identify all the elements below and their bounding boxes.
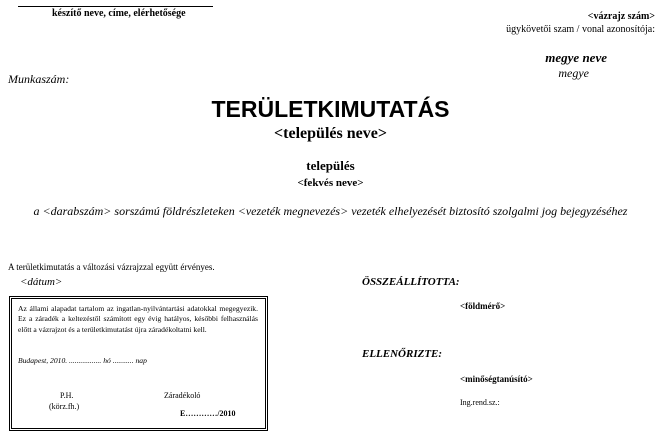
validity-note: A területkimutatás a változási vázrajzzal együtt érvényes.: [8, 262, 215, 272]
settlement-name: <település neve>: [274, 125, 387, 142]
registration-sequence: Ing.rend.sz.:: [460, 398, 500, 407]
checked-by-label: ELLENŐRIZTE:: [362, 348, 443, 360]
document-subtitle: a <darabszám> sorszámú földrészleteken <vezeték megnevezés> vezeték elhelyezését biztosító szolgalmi jog bejegyzéséhez: [33, 204, 628, 218]
job-number-label: Munkaszám:: [8, 72, 70, 86]
clause-text: Az állami alapadat tartalom az ingatlan-nyilvántartási adatokkal megegyezik. Ez a záradék a keltezéstől számított egy évig hatályos, későbbi felhasználás előtt a vázrajzot és a területkimutatást újra záradékoltatni kell.: [18, 304, 258, 334]
date-placeholder: <dátum>: [20, 276, 63, 288]
surveyor-name: <földmérő>: [460, 301, 506, 311]
stamp-sub-label: (körz.fh.): [49, 402, 80, 411]
qualifier-name: <minőségtanúsító>: [460, 374, 533, 384]
county-sub-label: megye: [558, 66, 589, 80]
clerk-label: Záradékoló: [164, 391, 201, 400]
clause-box: [11, 298, 266, 429]
stamp-label: P.H.: [60, 391, 74, 400]
author-label: készítő neve, címe, elérhetősége: [52, 8, 186, 19]
location-name: <fekvés neve>: [297, 177, 364, 189]
client-id-label: ügykövetői szam / vonal azonosítója:: [506, 24, 655, 35]
compiled-by-label: ÖSSZEÁLLÍTOTTA:: [362, 276, 460, 288]
document-title: TERÜLETKIMUTATÁS: [211, 96, 450, 122]
top-divider: [18, 6, 213, 7]
clause-date-line: Budapest, 2010. ................. hó ........... nap: [18, 356, 147, 365]
drawing-number: <vázrajz szám>: [587, 11, 655, 22]
county-name: megye neve: [545, 50, 607, 65]
registration-number: E…………/2010: [180, 409, 236, 418]
settlement-label: település: [306, 158, 355, 173]
